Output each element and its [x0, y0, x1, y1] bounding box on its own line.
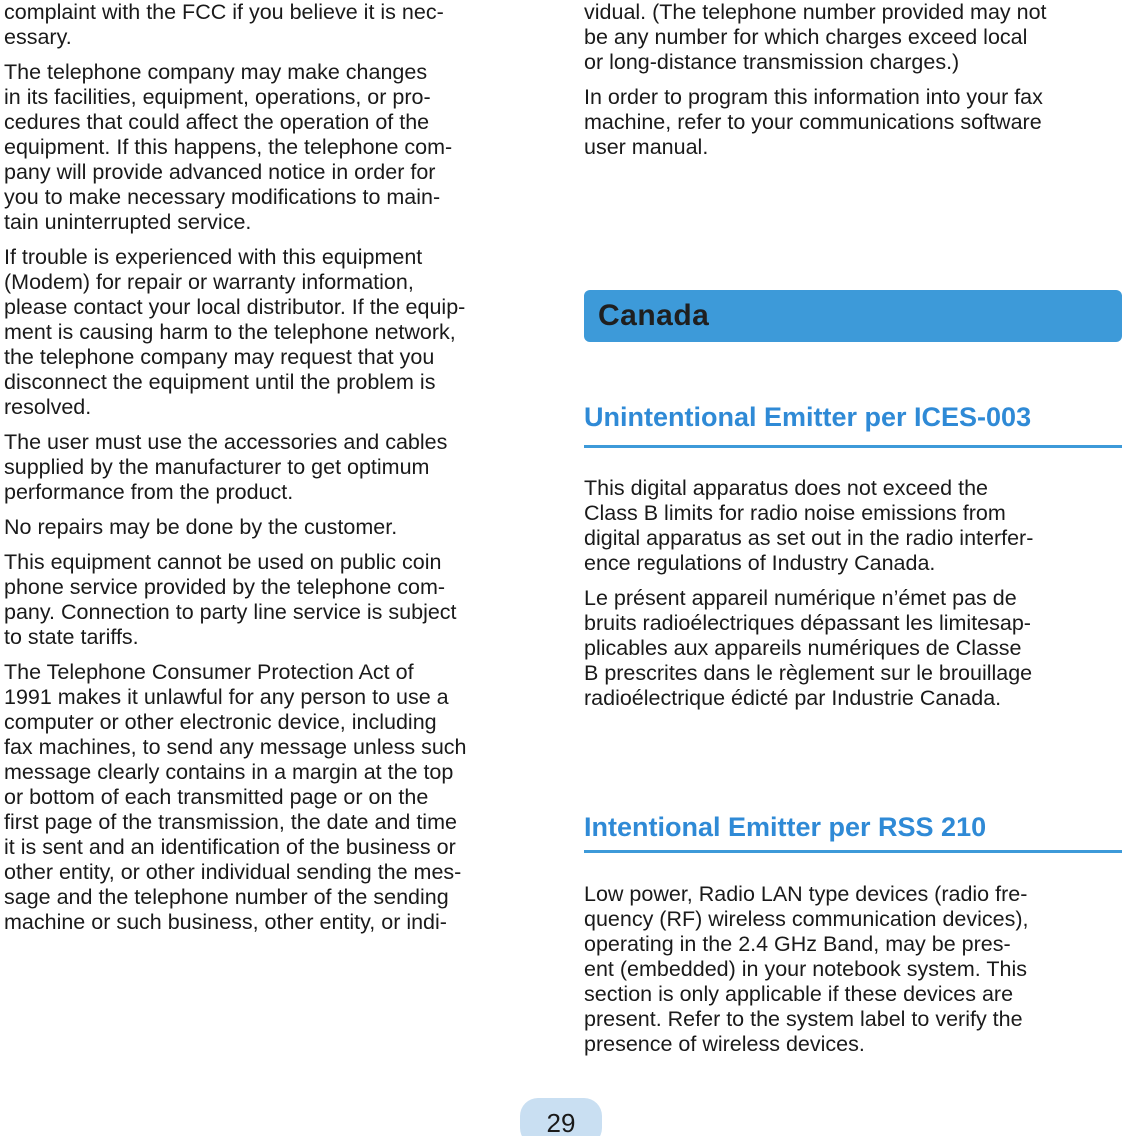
text-line: first page of the transmission, the date and time: [4, 810, 457, 834]
text-line: section is only applicable if these devices are: [584, 982, 1014, 1006]
page-number: 29: [546, 1108, 576, 1136]
text-line: digital apparatus as set out in the radio interfer-: [584, 526, 1034, 550]
text-line: tain uninterrupted service.: [4, 210, 252, 234]
text-line: pany will provide advanced notice in order for: [4, 160, 436, 184]
subsection-rule: [584, 445, 1122, 448]
text-line: radioélectrique édicté par Industrie Canada.: [584, 686, 1002, 710]
text-line: bruits radioélectriques dépassant les limitesap-: [584, 611, 1031, 635]
text-line: you to make necessary modifications to main-: [4, 185, 441, 209]
text-line: operating in the 2.4 GHz Band, may be pres-: [584, 932, 1011, 956]
text-line: machine or such business, other entity, or indi-: [4, 910, 447, 934]
text-line: Low power, Radio LAN type devices (radio fre-: [584, 882, 1028, 906]
text-line: B prescrites dans le règlement sur le brouillage: [584, 661, 1033, 685]
text-line: ent (embedded) in your notebook system. This: [584, 957, 1027, 981]
paragraph-phone-number-note: [584, 0, 1122, 75]
text-line: equipment. If this happens, the telephone com-: [4, 135, 453, 159]
text-line: disconnect the equipment until the problem is: [4, 370, 436, 394]
paragraph-no-repairs: [4, 515, 544, 540]
text-line: it is sent and an identification of the business or: [4, 835, 456, 859]
paragraph-accessories: [4, 430, 544, 505]
text-line: In order to program this information into your fax: [584, 85, 1043, 109]
text-line: presence of wireless devices.: [584, 1032, 865, 1056]
paragraph-fcc-complaint: [4, 0, 544, 50]
text-line: Class B limits for radio noise emissions from: [584, 501, 1006, 525]
text-line: ment is causing harm to the telephone network,: [4, 320, 456, 344]
text-line: No repairs may be done by the customer.: [4, 515, 398, 539]
text-line: 1991 makes it unlawful for any person to use a: [4, 685, 449, 709]
text-line: machine, refer to your communications software: [584, 110, 1042, 134]
paragraph-ices-french: [584, 586, 1122, 711]
text-line: resolved.: [4, 395, 92, 419]
text-line: present. Refer to the system label to verify the: [584, 1007, 1023, 1031]
subsection-heading-ices: Unintentional Emitter per ICES-003: [584, 402, 1032, 432]
subsection-ices-body: [584, 476, 1122, 721]
text-line: sage and the telephone number of the sending: [4, 885, 449, 909]
text-line: please contact your local distributor. If the equip-: [4, 295, 466, 319]
subsection-heading-rss: Intentional Emitter per RSS 210: [584, 812, 987, 842]
text-line: essary.: [4, 25, 72, 49]
text-line: other entity, or other individual sending the mes-: [4, 860, 462, 884]
text-line: phone service provided by the telephone com-: [4, 575, 446, 599]
text-line: or bottom of each transmitted page or on the: [4, 785, 429, 809]
text-line: fax machines, to send any message unless such: [4, 735, 467, 759]
text-line: The user must use the accessories and cables: [4, 430, 448, 454]
left-column: [4, 0, 544, 945]
text-line: quency (RF) wireless communication devices),: [584, 907, 1029, 931]
text-line: message clearly contains in a margin at the top: [4, 760, 454, 784]
subsection-rule: [584, 850, 1122, 853]
text-line: in its facilities, equipment, operations, or pro-: [4, 85, 431, 109]
paragraph-telephone-changes: [4, 60, 544, 235]
section-title: Canada: [598, 299, 710, 332]
right-column-top: [584, 0, 1122, 170]
paragraph-rss-low-power: [584, 882, 1122, 1057]
text-line: to state tariffs.: [4, 625, 139, 649]
text-line: performance from the product.: [4, 480, 294, 504]
text-line: be any number for which charges exceed local: [584, 25, 1028, 49]
paragraph-program-fax: [584, 85, 1122, 160]
text-line: computer or other electronic device, including: [4, 710, 437, 734]
paragraph-consumer-protection-act: [4, 660, 544, 935]
text-line: The telephone company may make changes: [4, 60, 428, 84]
text-line: (Modem) for repair or warranty information,: [4, 270, 414, 294]
paragraph-coin-phone: [4, 550, 544, 650]
text-line: vidual. (The telephone number provided may not: [584, 0, 1047, 24]
text-line: pany. Connection to party line service is subject: [4, 600, 457, 624]
text-line: If trouble is experienced with this equipment: [4, 245, 423, 269]
text-line: or long-distance transmission charges.): [584, 50, 960, 74]
text-line: This equipment cannot be used on public coin: [4, 550, 442, 574]
paragraph-trouble-experienced: [4, 245, 544, 420]
text-line: ence regulations of Industry Canada.: [584, 551, 936, 575]
text-line: cedures that could affect the operation of the: [4, 110, 430, 134]
text-line: user manual.: [584, 135, 709, 159]
text-line: supplied by the manufacturer to get optimum: [4, 455, 430, 479]
text-line: complaint with the FCC if you believe it is nec-: [4, 0, 444, 24]
section-header-canada: [584, 290, 1122, 342]
paragraph-ices-english: [584, 476, 1122, 576]
text-line: plicables aux appareils numériques de Classe: [584, 636, 1022, 660]
subsection-rss-body: [584, 882, 1122, 1067]
text-line: Le présent appareil numérique n’émet pas de: [584, 586, 1017, 610]
text-line: The Telephone Consumer Protection Act of: [4, 660, 414, 684]
text-line: the telephone company may request that you: [4, 345, 435, 369]
text-line: This digital apparatus does not exceed the: [584, 476, 988, 500]
